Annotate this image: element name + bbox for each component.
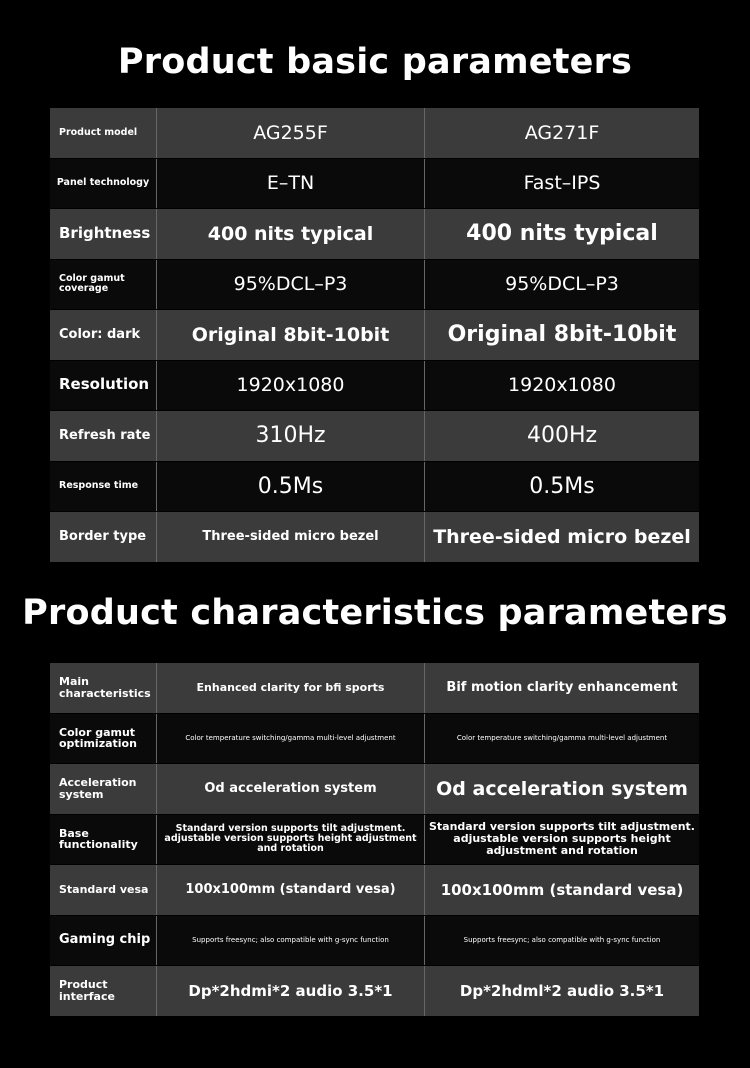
table-row (50, 108, 699, 158)
ag255f-value: 100x100mm (standard vesa) (157, 865, 425, 915)
row-label: Resolution (50, 361, 157, 411)
table-row (50, 763, 699, 814)
table-row (50, 511, 699, 562)
ag255f-value: 95%DCL–P3 (157, 260, 425, 310)
table-row (50, 158, 699, 209)
ag255f-value: 400 nits typical (157, 209, 425, 259)
row-label: Response time (50, 462, 157, 512)
ag255f-value: Enhanced clarity for bfi sports (157, 663, 425, 713)
row-label: Product interface (50, 966, 157, 1016)
row-label: Base functionality (50, 815, 157, 865)
ag255f-value: Standard version supports tilt adjustment. adjustable version supports height adjustment and rotation (157, 815, 425, 865)
basic-parameters-title: Product basic parameters (117, 42, 633, 82)
ag271f-value: Original 8bit-10bit (447, 322, 677, 348)
ag271f-value: Standard version supports tilt adjustment. adjustable version supports height adjustment and rotation (429, 820, 695, 858)
table-row (50, 965, 699, 1016)
row-label: Brightness (50, 209, 157, 259)
row-label: Acceleration system (50, 764, 157, 814)
row-label: Gaming chip (50, 916, 157, 966)
table-row (50, 814, 699, 865)
row-label: Refresh rate (50, 411, 157, 461)
ag255f-value: Original 8bit-10bit (157, 310, 425, 360)
row-label: Color gamut coverage (50, 260, 157, 310)
table-row (50, 410, 699, 461)
row-label: Color gamut optimization (50, 714, 157, 764)
ag271f-value: Supports freesync; also compatible with g-sync function (463, 936, 661, 945)
row-label: Main characteristics (50, 663, 157, 713)
ag271f-value: 0.5Ms (529, 473, 595, 499)
ag255f-value: Three-sided micro bezel (157, 512, 425, 562)
ag271f-value: 400 nits typical (466, 221, 658, 247)
ag271f-value: 100x100mm (standard vesa) (440, 880, 684, 899)
table-row (50, 208, 699, 259)
ag271f-value: 95%DCL–P3 (505, 273, 619, 296)
ag271f-value: Three-sided micro bezel (433, 525, 691, 548)
table-row (50, 663, 699, 713)
ag271f-value: Dp*2hdml*2 audio 3.5*1 (459, 981, 665, 1000)
ag255f-value: Dp*2hdmi*2 audio 3.5*1 (157, 966, 425, 1016)
ag255f-value: 1920x1080 (157, 361, 425, 411)
ag271f-value: 400Hz (526, 423, 598, 449)
characteristics-parameters-table (50, 663, 699, 1016)
row-label: Border type (50, 512, 157, 562)
table-row (50, 259, 699, 310)
ag271f-value: AG271F (524, 121, 600, 144)
ag271f-value: Color temperature switching/gamma multi-level adjustment (456, 734, 668, 743)
row-label: Product model (50, 108, 157, 158)
table-row (50, 309, 699, 360)
ag255f-value: E–TN (157, 159, 425, 209)
ag255f-value: 0.5Ms (157, 462, 425, 512)
ag255f-value: Od acceleration system (157, 764, 425, 814)
table-row (50, 864, 699, 915)
ag271f-value: Fast–IPS (523, 172, 601, 195)
basic-parameters-table (50, 108, 699, 562)
ag271f-value: Bif motion clarity enhancement (446, 680, 678, 696)
ag255f-value: Color temperature switching/gamma multi-level adjustment (157, 714, 425, 764)
row-label: Standard vesa (50, 865, 157, 915)
table-row (50, 713, 699, 764)
ag255f-value: Supports freesync; also compatible with g-sync function (157, 916, 425, 966)
ag255f-value: 310Hz (157, 411, 425, 461)
table-row (50, 360, 699, 411)
row-label: Color: dark (50, 310, 157, 360)
ag271f-value: Od acceleration system (436, 777, 688, 800)
table-row (50, 915, 699, 966)
row-label: Panel technology (50, 159, 157, 209)
table-row (50, 461, 699, 512)
characteristics-parameters-title: Product characteristics parameters (22, 593, 728, 633)
ag255f-value: AG255F (157, 108, 425, 158)
ag271f-value: 1920x1080 (508, 374, 616, 397)
